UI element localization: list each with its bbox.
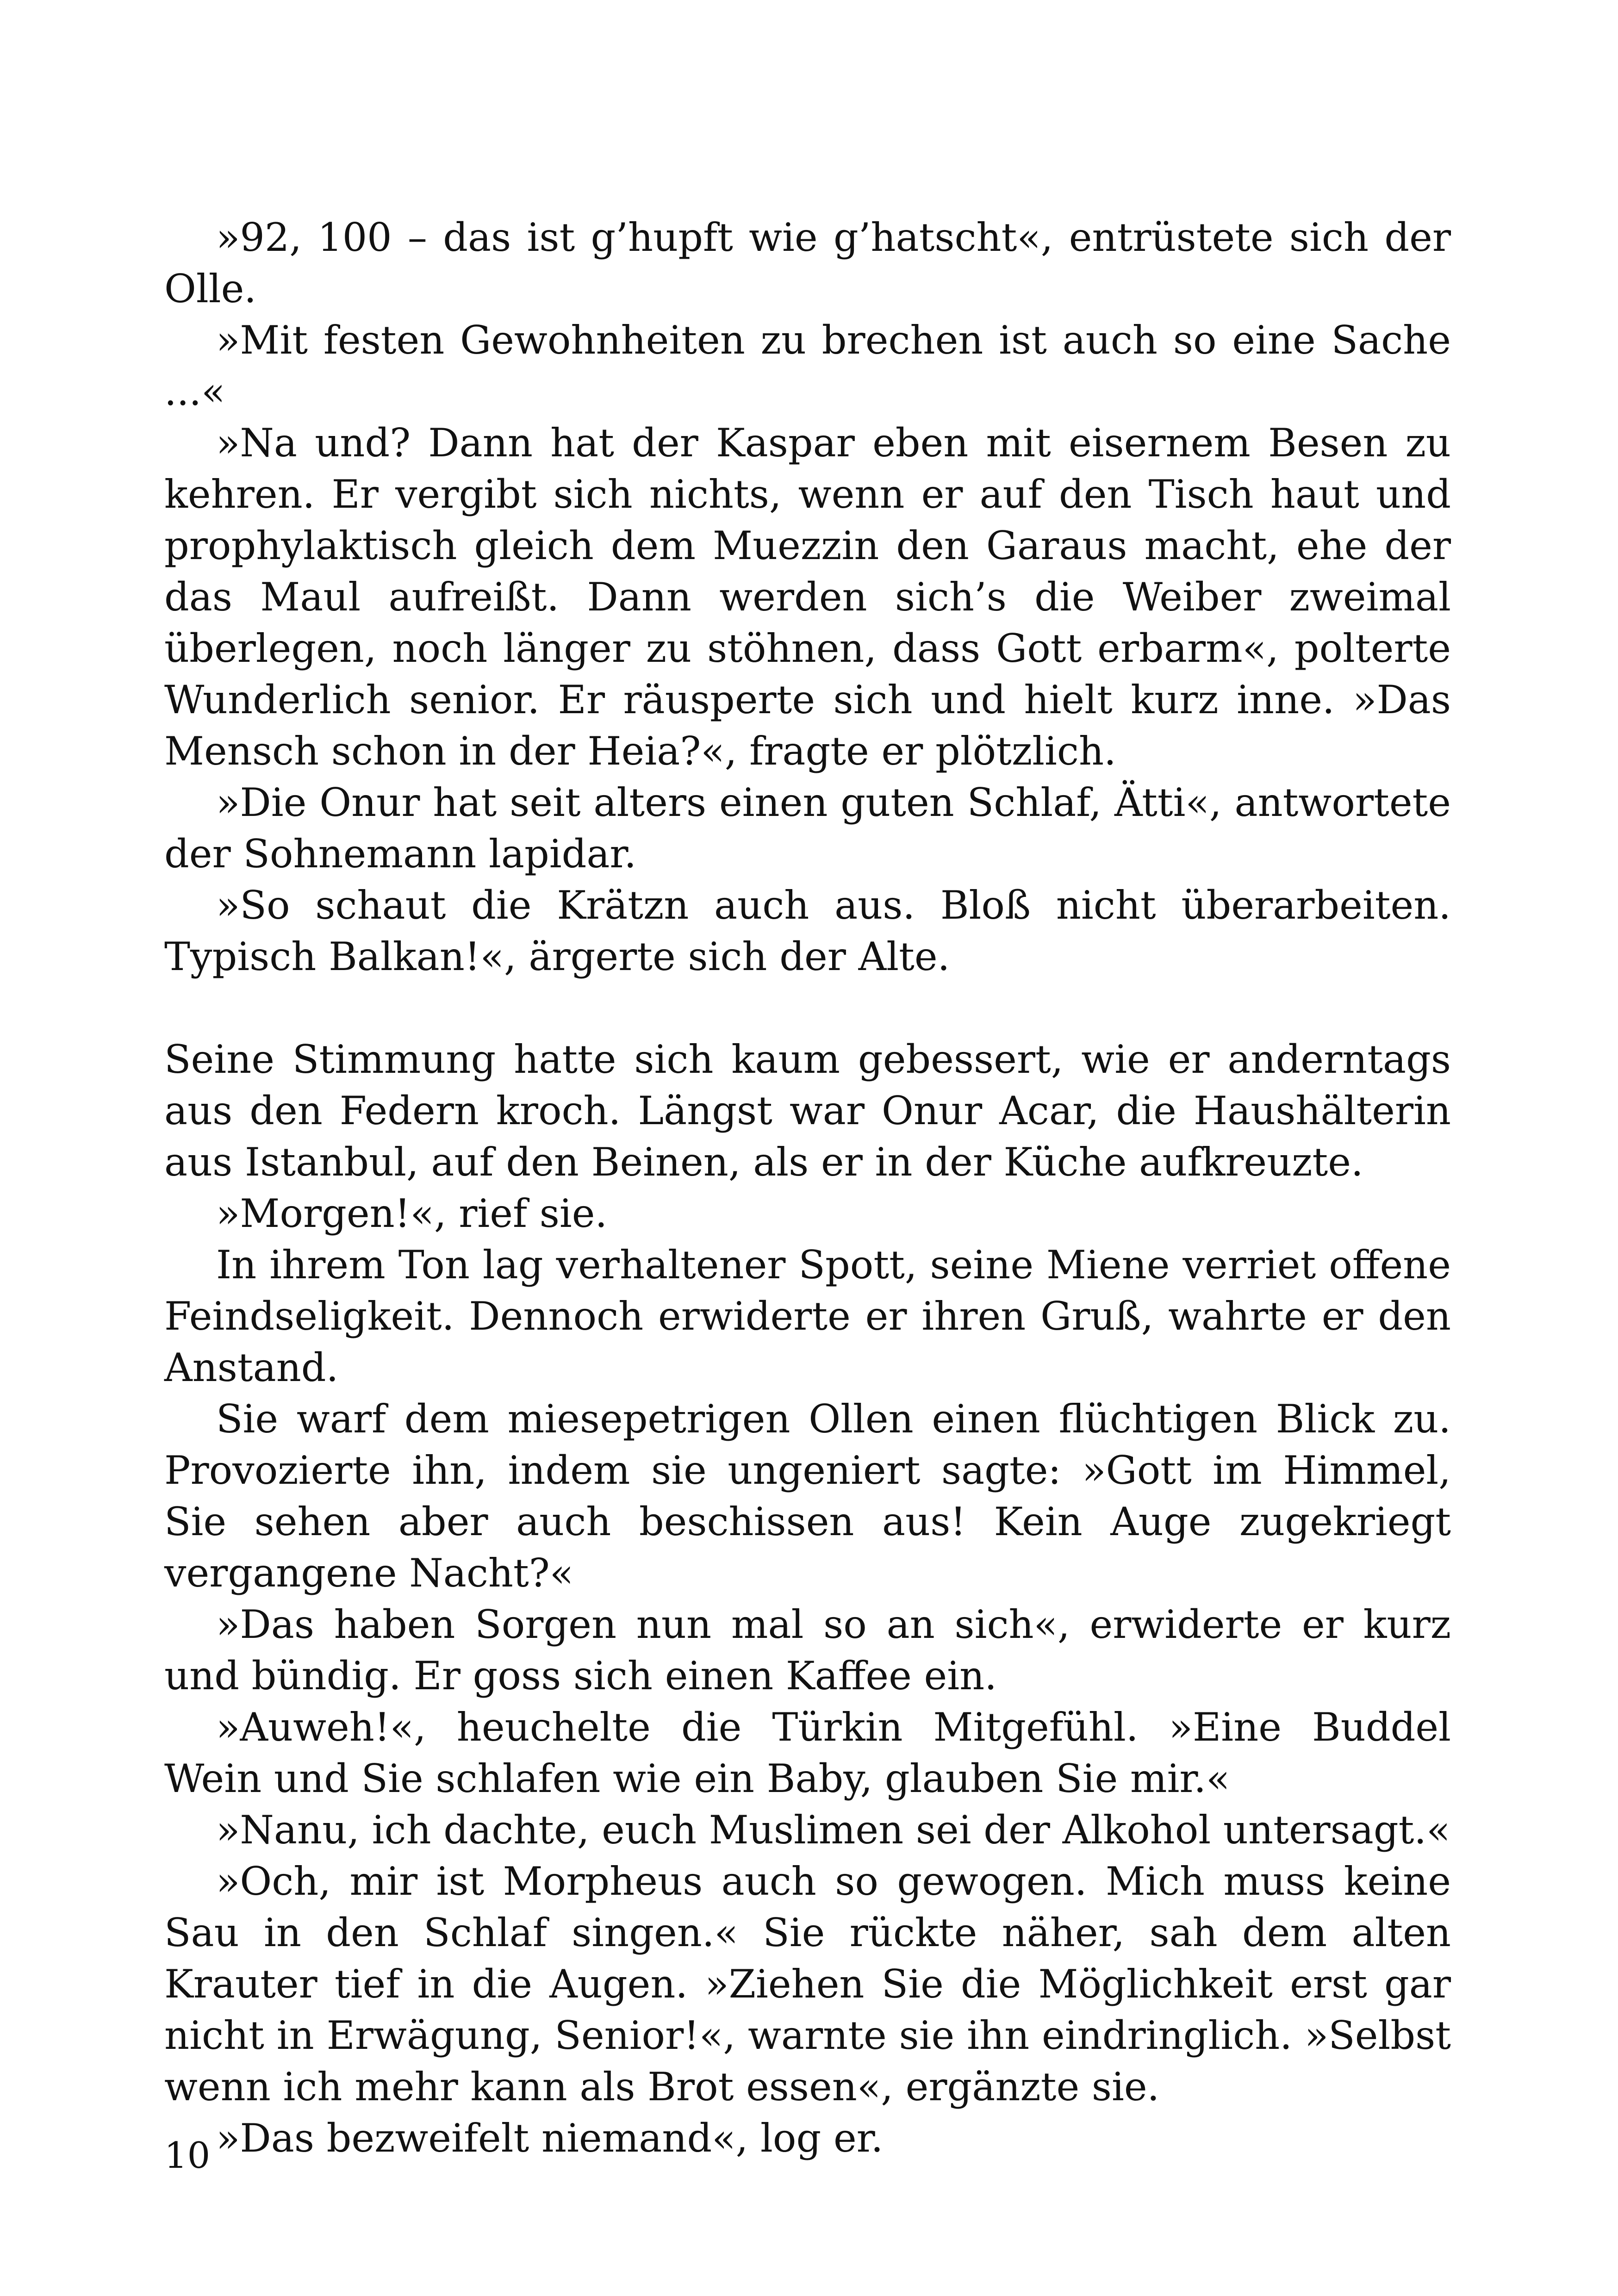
paragraph: »Nanu, ich dachte, euch Muslimen sei der Alkohol untersagt.« [216, 1807, 1450, 1853]
paragraph: »92, 100 – das ist g’hupft wie g’hatscht«, entrüstete sich der Olle. [164, 215, 1451, 311]
paragraph: Sie warf dem miesepetrigen Ollen einen flüchtigen Blick zu. Provozierte ihn, indem sie ungeniert sagte: »Gott im Himmel, Sie sehen aber auch beschissen aus! Kein Auge zugekriegt vergangene Nacht?« [164, 1396, 1451, 1596]
paragraph: »Mit festen Gewohnheiten zu brechen ist auch so eine Sache ...« [164, 317, 1451, 414]
paragraph: In ihrem Ton lag verhaltener Spott, seine Miene verriet offene Feindseligkeit. Dennoch erwiderte er ihren Gruß, wahrte er den Anstand. [164, 1242, 1451, 1390]
paragraph: »Das bezweifelt niemand«, log er. [216, 2116, 884, 2161]
body-text [164, 212, 1451, 2164]
paragraph: »Och, mir ist Morpheus auch so gewogen. Mich muss keine Sau in den Schlaf singen.« Sie rückte näher, sah dem alten Krauter tief in die Augen. »Ziehen Sie die Möglichkeit erst gar nicht in Erwägung, Senior!«, warnte sie ihn eindringlich. »Selbst wenn ich mehr kann als Brot essen«, ergänzte sie. [164, 1859, 1451, 2109]
paragraph: »Das haben Sorgen nun mal so an sich«, erwiderte er kurz und bündig. Er goss sich einen Kaffee ein. [164, 1602, 1451, 1699]
paragraph: »Auweh!«, heuchelte die Türkin Mitgefühl. »Eine Buddel Wein und Sie schlafen wie ein Baby, glauben Sie mir.« [164, 1705, 1451, 1801]
paragraph: »Morgen!«, rief sie. [216, 1191, 608, 1236]
section-break [164, 983, 1451, 1034]
page-number: 10 [164, 2135, 211, 2177]
paragraph: »Die Onur hat seit alters einen guten Schlaf, Ätti«, antwortete der Sohnemann lapidar. [164, 780, 1451, 877]
paragraph: »So schaut die Krätzn auch aus. Bloß nicht überarbeiten. Typisch Balkan!«, ärgerte sich der Alte. [164, 883, 1451, 979]
paragraph: »Na und? Dann hat der Kaspar eben mit eisernem Besen zu kehren. Er vergibt sich nichts, wenn er auf den Tisch haut und prophylaktisch gleich dem Muezzin den Garaus macht, ehe der das Maul aufreißt. Dann werden sich’s die Weiber zweimal überlegen, noch länger zu stöhnen, dass Gott erbarm«, polterte Wunderlich senior. Er räusperte sich und hielt kurz inne. »Das Mensch schon in der Heia?«, fragte er plötzlich. [164, 420, 1451, 774]
paragraph: Seine Stimmung hatte sich kaum gebessert, wie er anderntags aus den Federn kroch. Längst war Onur Acar, die Haushälterin aus Istanbul, auf den Beinen, als er in der Küche aufkreuzte. [164, 1037, 1451, 1185]
